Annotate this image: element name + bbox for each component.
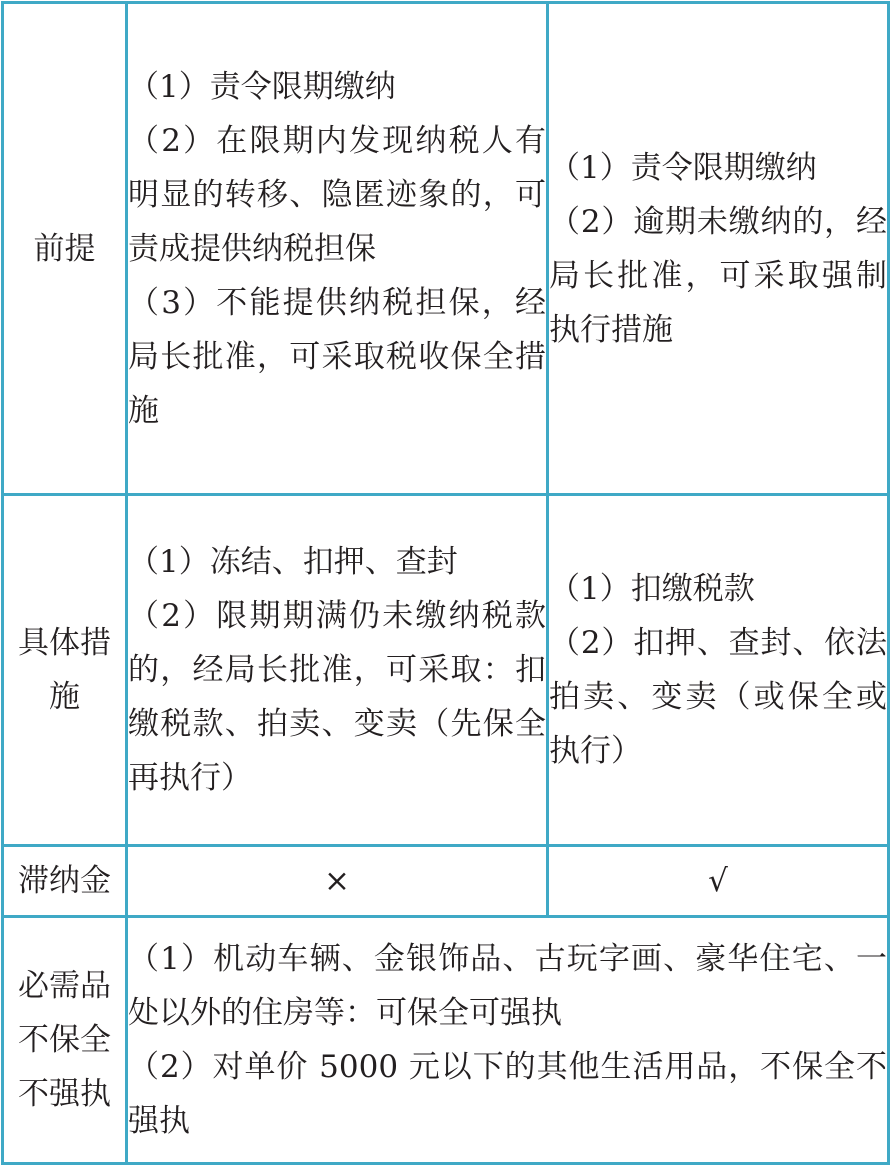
comparison-table	[1, 1, 890, 1165]
cell-premise-col1	[127, 3, 548, 495]
list-item: （2）对单价 5000 元以下的其他生活用品，不保全不强执	[128, 1049, 887, 1139]
row-header-late-fee: 滞纳金	[3, 846, 127, 917]
cross-mark: ×	[127, 846, 548, 917]
list-item: （1）冻结、扣押、查封	[128, 544, 458, 580]
row-header-premise: 前提	[3, 3, 127, 495]
list-item: （1）机动车辆、金银饰品、古玩字画、豪华住宅、一处以外的住房等：可保全可强执	[128, 941, 887, 1031]
list-item: （2）逾期未缴纳的，经局长批准，可采取强制执行措施	[549, 203, 887, 348]
cell-premise-col2	[548, 3, 889, 495]
table-row-necessities	[3, 917, 889, 1164]
list-item: （2）限期期满仍未缴纳税款的，经局长批准，可采取：扣缴税款、拍卖、变卖（先保全再执行）	[128, 598, 546, 796]
cell-necessities-merged	[127, 917, 889, 1164]
list-item: （1）责令限期缴纳	[128, 68, 396, 105]
table-row-premise	[3, 3, 889, 495]
list-item: （2）在限期内发现纳税人有明显的转移、隐匿迹象的，可责成提供纳税担保	[128, 122, 546, 267]
cell-measures-col2	[548, 495, 889, 846]
row-header-necessities: 必需品不保全不强执	[3, 917, 127, 1164]
table-row-late-fee	[3, 846, 889, 917]
check-mark: √	[548, 846, 889, 917]
table-row-measures	[3, 495, 889, 846]
list-item: （3）不能提供纳税担保，经局长批准，可采取税收保全措施	[128, 284, 546, 429]
list-item: （1）责令限期缴纳	[549, 149, 817, 186]
list-item: （2）扣押、查封、依法拍卖、变卖（或保全或执行）	[549, 625, 887, 769]
row-header-measures: 具体措施	[3, 495, 127, 846]
cell-measures-col1	[127, 495, 548, 846]
list-item: （1）扣缴税款	[549, 571, 755, 607]
